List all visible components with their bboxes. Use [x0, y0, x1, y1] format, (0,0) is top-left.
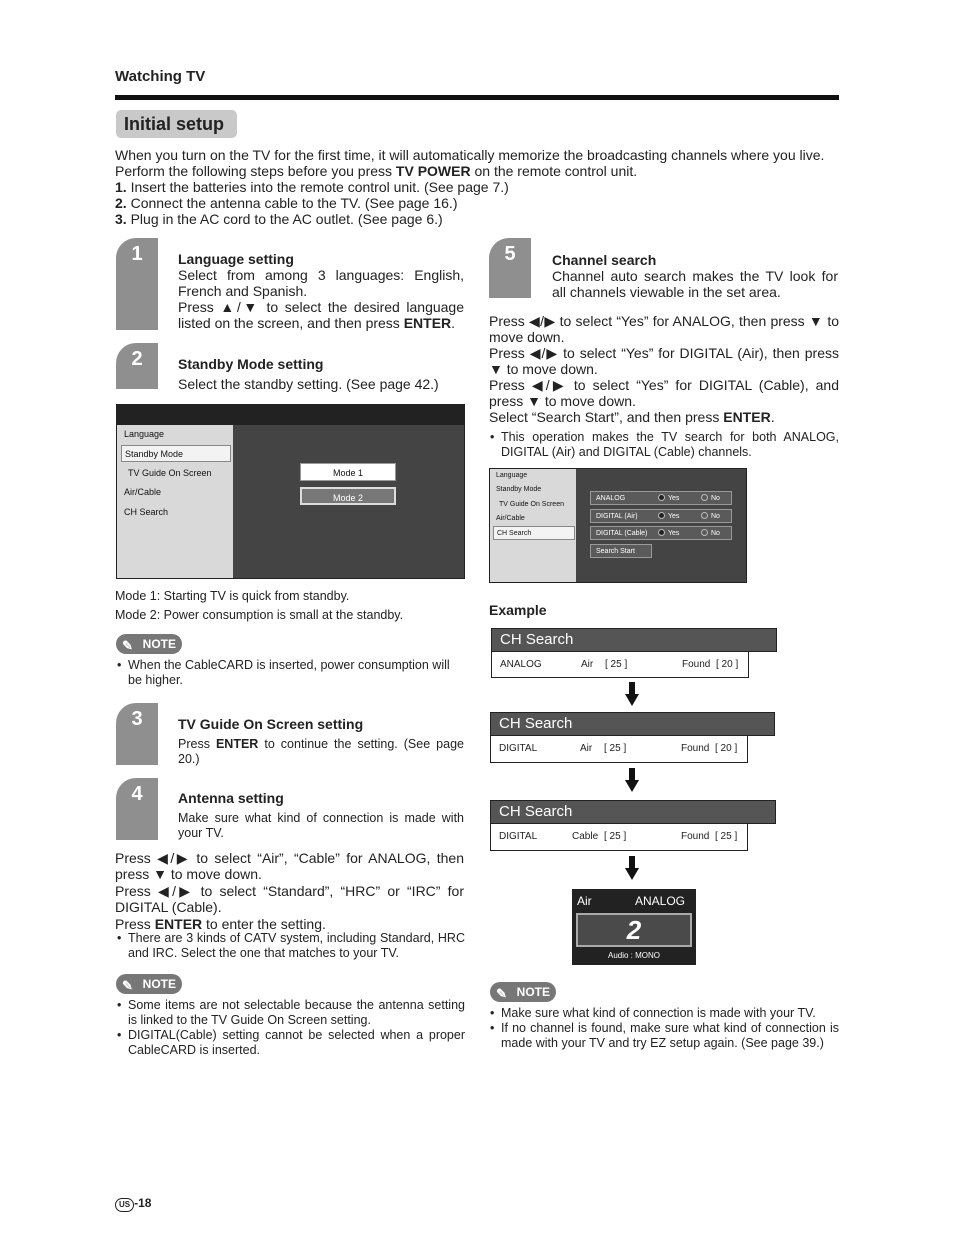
step-4-title: Antenna setting [178, 790, 284, 806]
note-3-item-2: • If no channel is found, make sure what kind of connection is made with your TV and try EZ setup again. (See page 39.) [489, 1021, 839, 1051]
step-4-bullet: • There are 3 kinds of CATV system, including Standard, HRC and IRC. Select the one that matches to your TV. [116, 931, 465, 961]
note-2-item-1: • Some items are not selectable because the antenna setting is linked to the TV Guide On Screen setting. [116, 998, 465, 1028]
pencil-icon: ✎ [122, 978, 133, 993]
step-5-bullet: • This operation makes the TV search for both ANALOG, DIGITAL (Air) and DIGITAL (Cable) channels. [489, 430, 839, 460]
ch-search-header-1: CH Search [491, 628, 777, 652]
input-label: Air [577, 894, 592, 908]
radio-no[interactable] [701, 494, 708, 501]
ch-search-header-3: CH Search [490, 800, 776, 824]
menu-item-tv-guide[interactable]: TV Guide On Screen [499, 501, 564, 508]
example-label: Example [489, 602, 547, 618]
intro-paragraph: When you turn on the TV for the first time, it will automatically memorize the broadcasting channels where you live. Perform the following steps before you press TV POWER on the remote control unit. [115, 147, 825, 179]
channel-display [572, 889, 696, 965]
standby-menu-screen [116, 404, 465, 579]
step-2-body: Select the standby setting. (See page 42.) [178, 376, 439, 392]
step-5-body: Channel auto search makes the TV look for all channels viewable in the set area. [552, 268, 838, 300]
menu-list [117, 425, 233, 578]
header-rule [115, 95, 839, 100]
audio-label: Audio : MONO [607, 951, 660, 960]
ch-search-body-3: DIGITAL Cable [ 25 ] Found [ 25 ] [490, 824, 748, 851]
menu-item-ch-search[interactable]: CH Search [493, 526, 575, 540]
step-5-tab: 5 [489, 238, 531, 298]
intro-item-1: 1. Insert the batteries into the remote control unit. (See page 7.) [115, 179, 509, 195]
radio-no[interactable] [701, 512, 708, 519]
page-number: US -18 [115, 1196, 151, 1212]
intro-item-3: 3. Plug in the AC cord to the AC outlet. (See page 6.) [115, 211, 443, 227]
region-badge: US [115, 1198, 134, 1212]
intro-item-2: 2. Connect the antenna cable to the TV. (See page 16.) [115, 195, 458, 211]
step-3-tab: 3 [116, 703, 158, 765]
mode-2-button[interactable]: Mode 2 [300, 487, 396, 505]
radio-yes[interactable] [658, 512, 665, 519]
step-4-body: Make sure what kind of connection is made with your TV. [178, 811, 464, 840]
pencil-icon: ✎ [122, 638, 133, 653]
step-4-tab: 4 [116, 778, 158, 840]
radio-yes[interactable] [658, 494, 665, 501]
note-badge-3: ✎ NOTE [490, 982, 556, 1002]
radio-yes[interactable] [658, 529, 665, 536]
screen-title-bar [117, 405, 464, 425]
menu-item-standby-mode[interactable]: Standby Mode [121, 445, 231, 462]
step-5-instructions: Press ◀/▶ to select “Yes” for ANALOG, then press ▼ to move down. Press ◀/▶ to select “Yes” for DIGITAL (Air), then press ▼ to move down. Press ◀/▶ to select “Yes” for DIGITAL (Cable), and press ▼ to move down. Select “Search Start”, and then press ENTER. [489, 313, 839, 425]
mode-1-desc: Mode 1: Starting TV is quick from standby. [115, 589, 350, 603]
mode-label: ANALOG [635, 894, 686, 908]
mode-1-button[interactable]: Mode 1 [300, 463, 396, 481]
step-3-body: Press ENTER to continue the setting. (See page 20.) [178, 737, 464, 766]
ch-search-body-1: ANALOG Air [ 25 ] Found [ 20 ] [491, 652, 749, 678]
digital-cable-row[interactable]: DIGITAL (Cable) Yes No [590, 526, 732, 540]
note-3-item-1: • Make sure what kind of connection is made with your TV. [489, 1006, 839, 1021]
down-arrow-icon [625, 682, 639, 706]
intro [115, 147, 839, 227]
menu-item-air-cable[interactable]: Air/Cable [496, 515, 525, 522]
step-3-title: TV Guide On Screen setting [178, 716, 364, 732]
down-arrow-icon [625, 768, 639, 792]
note-1-item: • When the CableCARD is inserted, power consumption will be higher. [116, 658, 465, 688]
digital-air-row[interactable]: DIGITAL (Air) Yes No [590, 509, 732, 523]
section-title: Watching TV [115, 68, 206, 85]
step-1-tab: 1 [116, 238, 158, 330]
channel-number: 2 [576, 913, 692, 947]
menu-list [490, 469, 576, 582]
note-badge-2: ✎ NOTE [116, 974, 182, 994]
page-title: Initial setup [116, 110, 237, 138]
menu-item-language[interactable]: Language [496, 472, 528, 479]
ch-search-body-2: DIGITAL Air [ 25 ] Found [ 20 ] [490, 736, 748, 763]
step-5-title: Channel search [552, 252, 657, 268]
menu-item-air-cable[interactable]: Air/Cable [124, 487, 162, 497]
down-arrow-icon [625, 856, 639, 880]
menu-item-ch-search[interactable]: CH Search [124, 507, 169, 517]
note-badge-1: ✎ NOTE [116, 634, 182, 654]
pencil-icon: ✎ [496, 986, 507, 1001]
note-2-item-2: • DIGITAL(Cable) setting cannot be selected when a proper CableCARD is inserted. [116, 1028, 465, 1058]
menu-item-tv-guide[interactable]: TV Guide On Screen [128, 468, 212, 478]
menu-item-standby-mode[interactable]: Standby Mode [496, 486, 542, 493]
step-4-instructions: Press ◀/▶ to select “Air”, “Cable” for ANALOG, then press ▼ to move down. Press ◀/▶ to select “Standard”, “HRC” or “IRC” for DIGITAL (Cable). Press ENTER to enter the setting. [115, 850, 464, 932]
ch-search-header-2: CH Search [490, 712, 775, 736]
ch-search-menu-screen [489, 468, 747, 583]
step-2-title: Standby Mode setting [178, 356, 324, 372]
analog-row[interactable]: ANALOG Yes No [590, 491, 732, 505]
radio-no[interactable] [701, 529, 708, 536]
menu-item-language[interactable]: Language [124, 429, 165, 439]
step-2-tab: 2 [116, 343, 158, 389]
mode-2-desc: Mode 2: Power consumption is small at the standby. [115, 608, 404, 622]
step-1-title: Language setting [178, 251, 294, 267]
search-start-button[interactable]: Search Start [590, 544, 652, 558]
step-1-body: Select from among 3 languages: English, French and Spanish. Press ▲/▼ to select the desired language listed on the screen, and then press ENTER. [178, 267, 464, 331]
